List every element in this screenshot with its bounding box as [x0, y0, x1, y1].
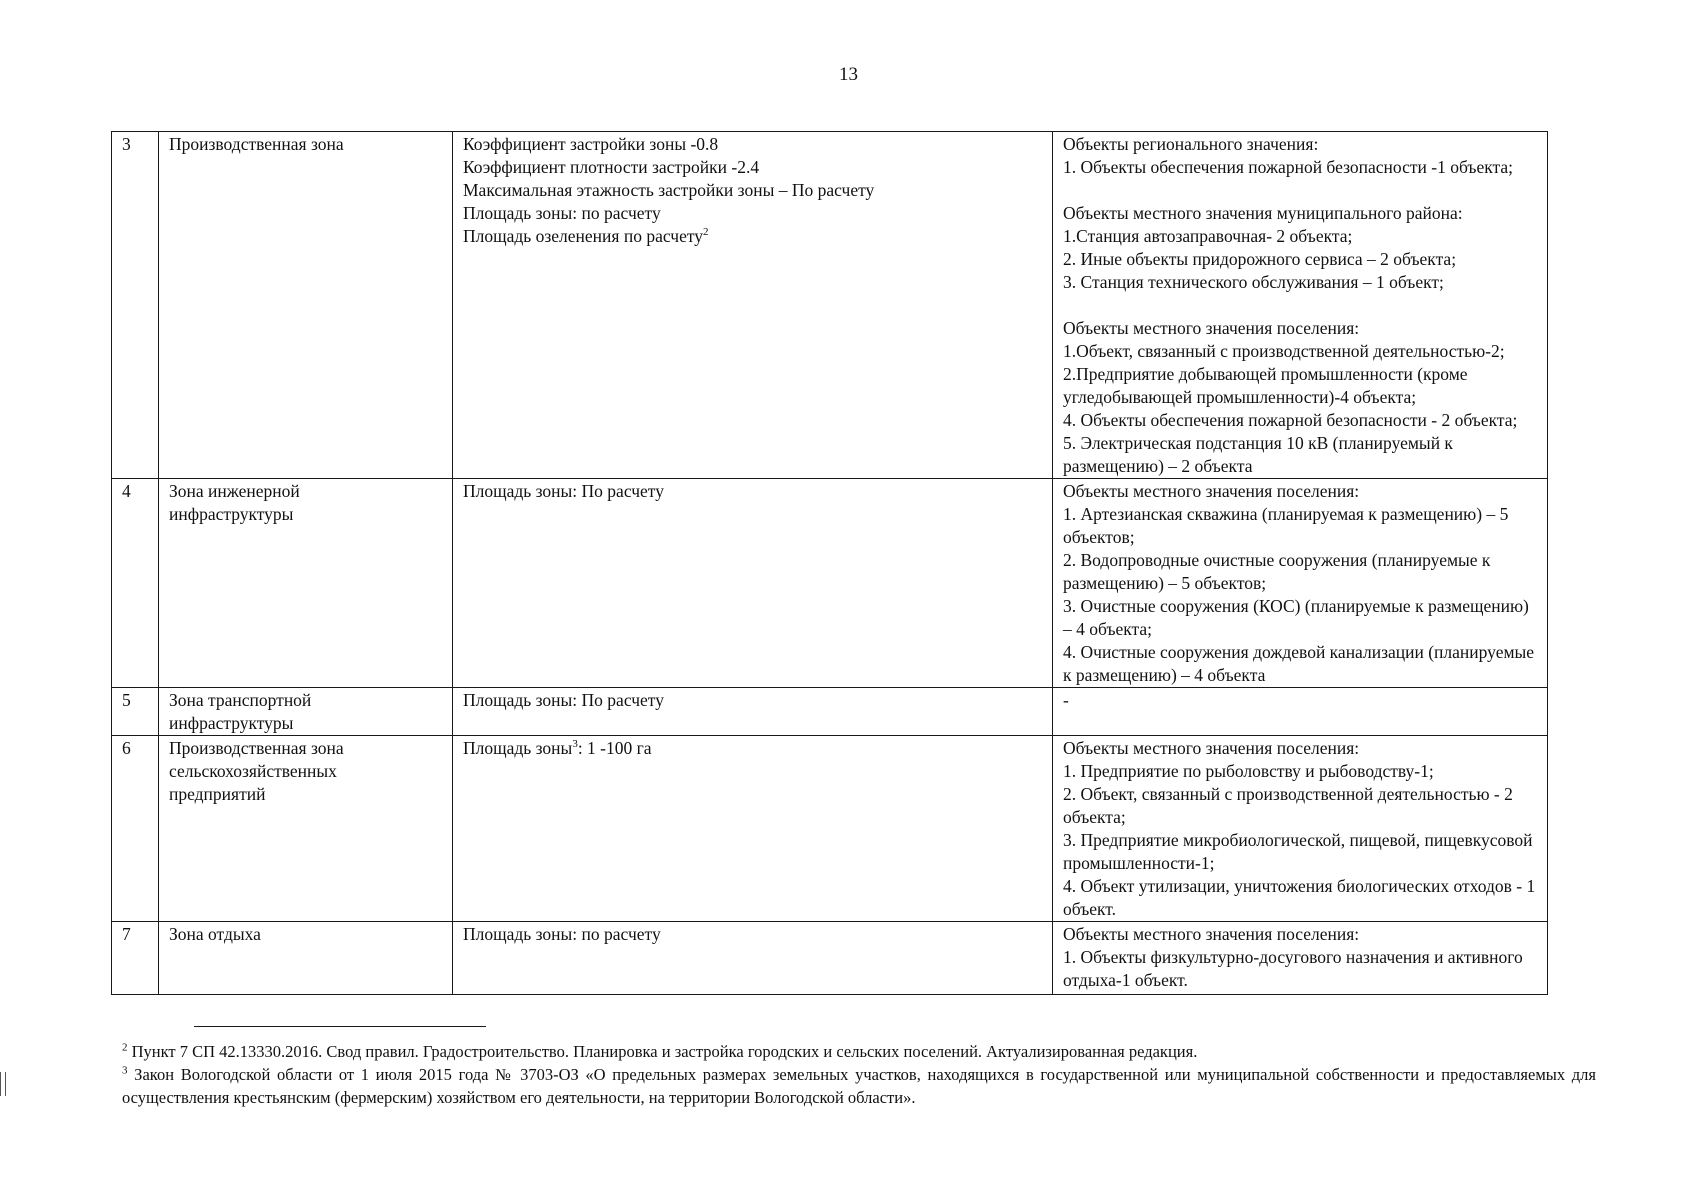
footnote-3 — [122, 1063, 1596, 1109]
param-line-with-ref — [463, 225, 1042, 248]
object-item: 2. Водопроводные очистные сооружения (планируемые к размещению) – 5 объектов; — [1063, 550, 1491, 593]
param-label: Площадь зоны — [463, 738, 573, 758]
row-number: 4 — [112, 479, 159, 688]
zones-table — [111, 131, 1548, 995]
object-item: 1.Объект, связанный с производственной деятельностью-2; — [1063, 341, 1505, 361]
zone-name-line: предприятий — [169, 784, 266, 804]
object-item: 5. Электрическая подстанция 10 кВ (планируемый к размещению) – 2 объекта — [1063, 433, 1453, 476]
objects-heading: Объекты местного значения поселения: — [1063, 318, 1360, 338]
row-number: 7 — [112, 922, 159, 995]
table-row — [112, 132, 1548, 479]
footnote-2 — [122, 1040, 1596, 1063]
footnote-ref: 2 — [703, 226, 709, 239]
zone-name-line: Зона инженерной — [169, 481, 300, 501]
object-item: 4. Объекты обеспечения пожарной безопасности - 2 объекта; — [1063, 410, 1518, 430]
param-line: Площадь зоны: По расчету — [463, 690, 664, 710]
row-number: 5 — [112, 688, 159, 736]
footnotes — [122, 1040, 1596, 1109]
zone-params — [453, 132, 1053, 479]
zone-objects — [1053, 688, 1548, 736]
footnote-separator — [194, 1026, 486, 1027]
spacer — [1063, 294, 1537, 317]
zone-name-line: Зона транспортной — [169, 690, 312, 710]
object-item: 1. Объекты физкультурно-досугового назначения и активного отдыха-1 объект. — [1063, 947, 1523, 990]
object-item: 1. Артезианская скважина (планируемая к размещению) – 5 объектов; — [1063, 504, 1509, 547]
object-item: 4. Очистные сооружения дождевой канализации (планируемые к размещению) – 4 объекта — [1063, 642, 1535, 685]
zone-objects — [1053, 922, 1548, 995]
object-item: 2. Объект, связанный с производственной деятельностью - 2 объекта; — [1063, 784, 1513, 827]
zone-name — [159, 132, 453, 479]
footnote-marker: 2 — [122, 1041, 128, 1054]
object-item: 2.Предприятие добывающей промышленности (кроме угледобывающей промышленности)-4 объекта; — [1063, 364, 1468, 407]
row-number: 3 — [112, 132, 159, 479]
zone-params — [453, 922, 1053, 995]
zone-name-line: Производственная зона — [169, 738, 344, 758]
footnote-text: Пункт 7 СП 42.13330.2016. Свод правил. Градостроительство. Планировка и застройка городских и сельских поселений. Актуализированная редакция. — [127, 1042, 1198, 1061]
zone-name-line: инфраструктуры — [169, 504, 294, 524]
zone-params — [453, 688, 1053, 736]
param-text: Площадь озеленения по расчету — [463, 226, 704, 246]
spacer — [1063, 179, 1537, 202]
objects-empty: - — [1063, 690, 1069, 710]
object-item: 3. Предприятие микробиологической, пищевой, пищевкусовой промышленности-1; — [1063, 830, 1533, 873]
table-row — [112, 688, 1548, 736]
zone-objects — [1053, 479, 1548, 688]
table-row — [112, 479, 1548, 688]
table-row — [112, 736, 1548, 922]
object-item: 3. Очистные сооружения (КОС) (планируемые к размещению) – 4 объекта; — [1063, 596, 1529, 639]
param-line: Коэффициент застройки зоны -0.8 — [463, 134, 719, 154]
zone-params — [453, 479, 1053, 688]
zone-objects — [1053, 736, 1548, 922]
objects-heading: Объекты местного значения поселения: — [1063, 738, 1360, 758]
footnote-text: Закон Вологодской области от 1 июля 2015 года № 3703-ОЗ «О предельных размерах земельных участков, находящихся в государственной или муниципальной собственности и предоставляемых для осуществления крестьянским (фермерским) хозяйством его деятельности, на территории Вологодской области». — [122, 1065, 1596, 1107]
zone-name — [159, 688, 453, 736]
page-number: 13 — [839, 64, 858, 85]
zone-name-line: Зона отдыха — [169, 924, 261, 944]
param-line: Площадь зоны: по расчету — [463, 203, 661, 223]
objects-heading: Объекты местного значения поселения: — [1063, 924, 1360, 944]
object-item: 1. Объекты обеспечения пожарной безопасности -1 объекта; — [1063, 157, 1514, 177]
objects-heading: Объекты регионального значения: — [1063, 134, 1319, 154]
param-line-with-ref — [463, 737, 1042, 760]
table-row — [112, 922, 1548, 995]
param-line: Максимальная этажность застройки зоны – По расчету — [463, 180, 875, 200]
object-item: 1.Станция автозаправочная- 2 объекта; — [1063, 226, 1353, 246]
object-item: 3. Станция технического обслуживания – 1 объект; — [1063, 272, 1444, 292]
param-line: Коэффициент плотности застройки -2.4 — [463, 157, 760, 177]
param-value: : 1 -100 га — [577, 738, 652, 758]
object-item: 4. Объект утилизации, уничтожения биологических отходов - 1 объект. — [1063, 876, 1536, 919]
footnote-marker: 3 — [122, 1064, 128, 1077]
zone-objects — [1053, 132, 1548, 479]
zone-name-line: сельскохозяйственных — [169, 761, 337, 781]
zone-name-line: Производственная зона — [169, 134, 344, 154]
zone-name — [159, 479, 453, 688]
object-item: 2. Иные объекты придорожного сервиса – 2 объекта; — [1063, 249, 1457, 269]
param-line: Площадь зоны: По расчету — [463, 481, 664, 501]
object-item: 1. Предприятие по рыболовству и рыбоводству-1; — [1063, 761, 1434, 781]
zone-params — [453, 736, 1053, 922]
objects-heading: Объекты местного значения муниципального района: — [1063, 203, 1463, 223]
zone-name — [159, 736, 453, 922]
row-number: 6 — [112, 736, 159, 922]
footnote-ref: 3 — [572, 738, 578, 751]
zone-name-line: инфраструктуры — [169, 713, 294, 733]
objects-heading: Объекты местного значения поселения: — [1063, 481, 1360, 501]
zone-name — [159, 922, 453, 995]
scan-margin-mark — [0, 1072, 6, 1096]
param-line: Площадь зоны: по расчету — [463, 924, 661, 944]
